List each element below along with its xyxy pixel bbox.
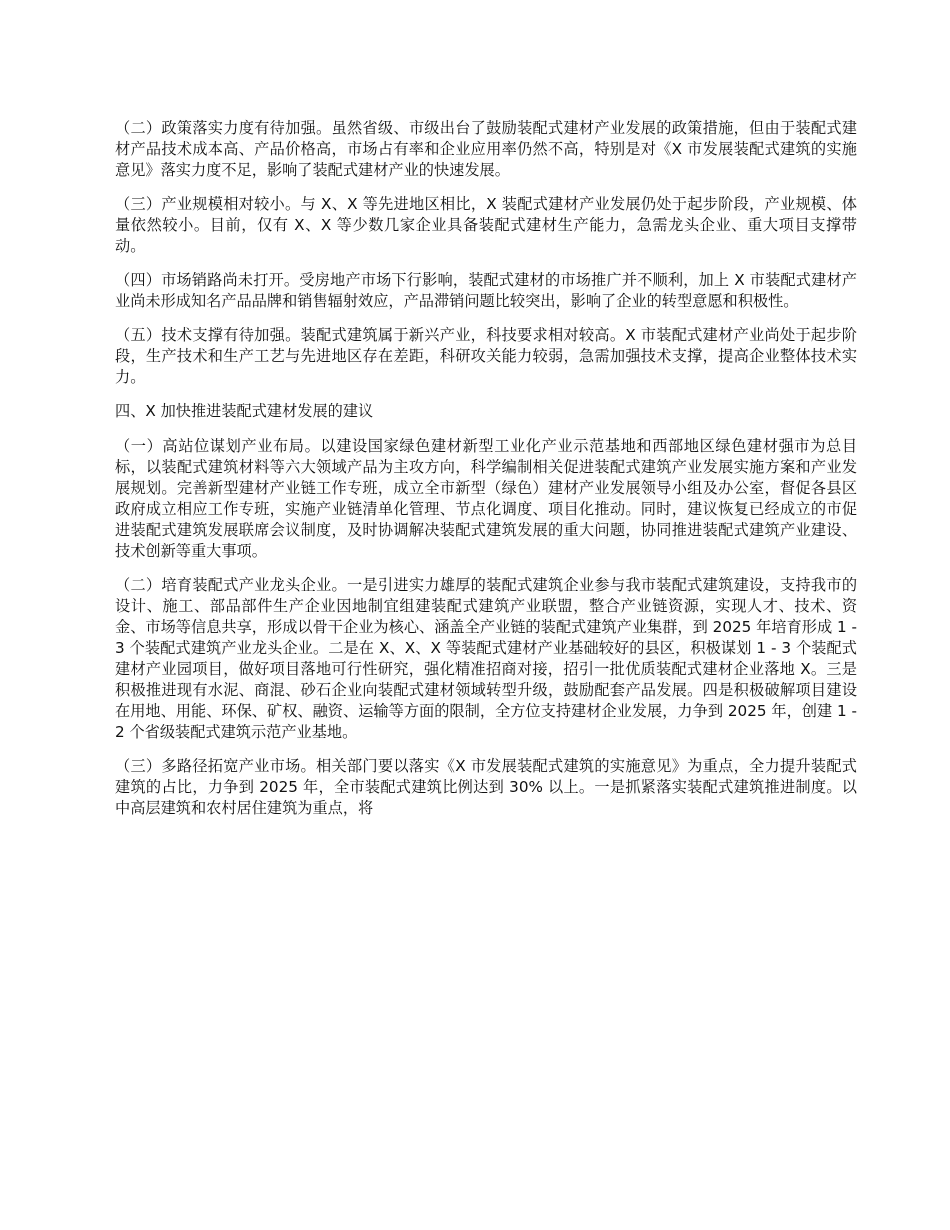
document-page (115, 118, 857, 832)
paragraph-industry-scale: （三）产业规模相对较小。与 X、X 等先进地区相比，X 装配式建材产业发展仍处于起步阶段，产业规模、体量依然较小。目前，仅有 X、X 等少数几家企业具备装配式建材生产能力，急需龙头企业、重大项目支撑带动。 (115, 195, 857, 255)
paragraph-market-expansion: （三）多路径拓宽产业市场。相关部门要以落实《X 市发展装配式建筑的实施意见》为重点，全力提升装配式建筑的占比，力争到 2025 年，全市装配式建筑比例达到 30% 以上。一是抓紧落实装配式建筑推进制度。以中高层建筑和农村居住建筑为重点，将 (115, 757, 857, 817)
paragraph-policy-implementation: （二）政策落实力度有待加强。虽然省级、市级出台了鼓励装配式建材产业发展的政策措施，但由于装配式建材产品技术成本高、产品价格高，市场占有率和企业应用率仍然不高，特别是对《X 市发展装配式建筑的实施意见》落实力度不足，影响了装配式建材产业的快速发展。 (115, 119, 857, 179)
paragraph-leading-enterprises: （二）培育装配式产业龙头企业。一是引进实力雄厚的装配式建筑企业参与我市装配式建筑建设，支持我市的设计、施工、部品部件生产企业因地制宜组建装配式建筑产业联盟，整合产业链资源，实现人才、技术、资金、市场等信息共享，形成以骨干企业为核心、涵盖全产业链的装配式建筑产业集群，到 2025 年培育形成 1 - 3 个装配式建筑产业龙头企业。二是在 X、X、X 等装配式建材产业基础较好的县区，积极谋划 1 - 3 个装配式建材产业园项目，做好项目落地可行性研究，强化精准招商对接，招引一批优质装配式建材企业落地 X。三是积极推进现有水泥、商混、砂石企业向装配式建材领域转型升级，鼓励配套产品发展。四是积极破解项目建设在用地、用能、环保、矿权、融资、运输等方面的限制，全方位支持建材企业发展，力争到 2025 年，创建 1 - 2 个省级装配式建筑示范产业基地。 (115, 576, 857, 741)
paragraph-technical-support: （五）技术支撑有待加强。装配式建筑属于新兴产业，科技要求相对较高。X 市装配式建材产业尚处于起步阶段，生产技术和生产工艺与先进地区存在差距，科研攻关能力较弱，急需加强技术支撑，提高企业整体技术实力。 (115, 326, 857, 386)
paragraph-industry-layout: （一）高站位谋划产业布局。以建设国家绿色建材新型工业化产业示范基地和西部地区绿色建材强市为总目标，以装配式建筑材料等六大领域产品为主攻方向，科学编制相关促进装配式建筑产业发展实施方案和产业发展规划。完善新型建材产业链工作专班，成立全市新型（绿色）建材产业发展领导小组及办公室，督促各县区政府成立相应工作专班，实施产业链清单化管理、节点化调度、项目化推动。同时，建议恢复已经成立的市促进装配式建筑发展联席会议制度，及时协调解决装配式建筑发展的重大问题，协同推进装配式建筑产业建设、技术创新等重大事项。 (115, 437, 857, 560)
section-heading-suggestions: 四、X 加快推进装配式建材发展的建议 (115, 402, 374, 420)
paragraph-market-sales: （四）市场销路尚未打开。受房地产市场下行影响，装配式建材的市场推广并不顺利，加上 X 市装配式建材产业尚未形成知名产品品牌和销售辐射效应，产品滞销问题比较突出，影响了企业的转型意愿和积极性。 (115, 271, 857, 310)
